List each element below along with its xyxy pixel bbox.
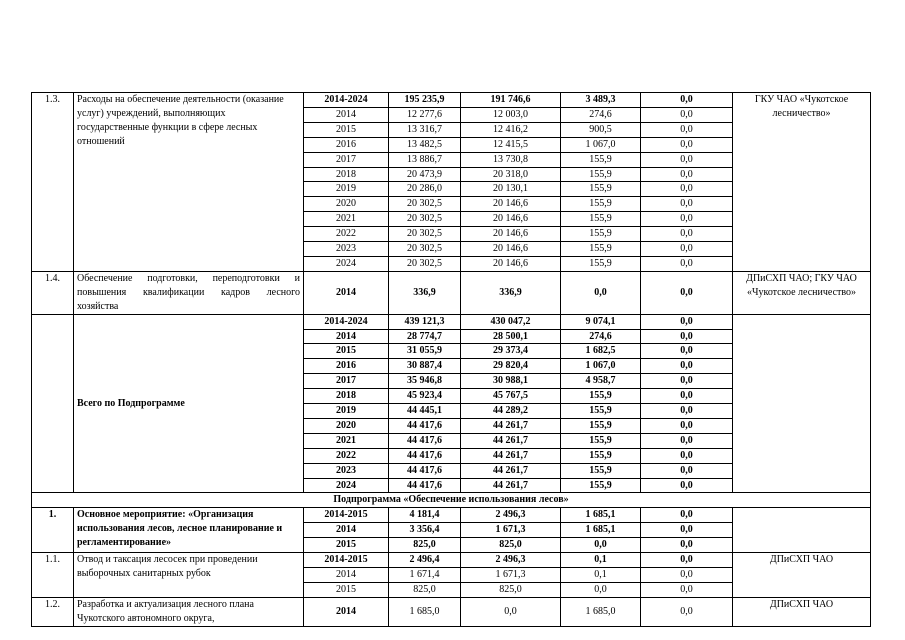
okrug-budget-cell: 28 500,1	[461, 329, 561, 344]
other-sources-cell: 0,0	[641, 212, 733, 227]
total-cell: 13 886,7	[389, 152, 461, 167]
item-name-cell: Разработка и актуализация лесного плана Чукотского автономного округа,	[74, 597, 304, 626]
total-cell: 20 302,5	[389, 227, 461, 242]
other-sources-cell: 0,0	[641, 508, 733, 523]
total-cell: 44 417,6	[389, 463, 461, 478]
okrug-budget-cell: 44 289,2	[461, 404, 561, 419]
other-sources-cell: 0,0	[641, 463, 733, 478]
total-cell: 20 473,9	[389, 167, 461, 182]
total-cell: 195 235,9	[389, 93, 461, 108]
year-cell: 2014	[304, 597, 389, 626]
year-cell: 2014	[304, 271, 389, 314]
other-sources-cell: 0,0	[641, 227, 733, 242]
item-number-cell: 1.3.	[32, 93, 74, 272]
federal-budget-cell: 0,0	[561, 271, 641, 314]
year-cell: 2018	[304, 167, 389, 182]
okrug-budget-cell: 20 146,6	[461, 197, 561, 212]
other-sources-cell: 0,0	[641, 314, 733, 329]
total-cell: 825,0	[389, 538, 461, 553]
other-sources-cell: 0,0	[641, 553, 733, 568]
year-cell: 2014-2024	[304, 93, 389, 108]
total-cell: 44 445,1	[389, 404, 461, 419]
total-cell: 44 417,6	[389, 448, 461, 463]
year-cell: 2019	[304, 404, 389, 419]
table-row	[32, 597, 871, 626]
year-cell: 2017	[304, 374, 389, 389]
other-sources-cell: 0,0	[641, 597, 733, 626]
total-cell: 20 302,5	[389, 212, 461, 227]
table-row	[32, 508, 871, 523]
item-name-cell: Отвод и таксация лесосек при проведении выборочных санитарных рубок	[74, 553, 304, 598]
total-cell: 44 417,6	[389, 418, 461, 433]
federal-budget-cell: 0,0	[561, 582, 641, 597]
year-cell: 2023	[304, 463, 389, 478]
year-cell: 2024	[304, 478, 389, 493]
year-cell: 2024	[304, 256, 389, 271]
other-sources-cell: 0,0	[641, 137, 733, 152]
total-cell: 1 685,0	[389, 597, 461, 626]
federal-budget-cell: 155,9	[561, 256, 641, 271]
other-sources-cell: 0,0	[641, 329, 733, 344]
federal-budget-cell: 1 067,0	[561, 137, 641, 152]
federal-budget-cell: 1 685,1	[561, 523, 641, 538]
federal-budget-cell: 9 074,1	[561, 314, 641, 329]
other-sources-cell: 0,0	[641, 107, 733, 122]
other-sources-cell: 0,0	[641, 93, 733, 108]
federal-budget-cell: 3 489,3	[561, 93, 641, 108]
total-cell: 2 496,4	[389, 553, 461, 568]
total-cell: 20 302,5	[389, 242, 461, 257]
federal-budget-cell: 1 685,1	[561, 508, 641, 523]
other-sources-cell: 0,0	[641, 152, 733, 167]
executor-cell	[733, 508, 871, 553]
federal-budget-cell: 155,9	[561, 404, 641, 419]
federal-budget-cell: 155,9	[561, 152, 641, 167]
total-cell: 20 286,0	[389, 182, 461, 197]
executor-cell: ГКУ ЧАО «Чукотское лесничество»	[733, 93, 871, 272]
other-sources-cell: 0,0	[641, 271, 733, 314]
okrug-budget-cell: 20 146,6	[461, 227, 561, 242]
year-cell: 2014	[304, 329, 389, 344]
federal-budget-cell: 1 682,5	[561, 344, 641, 359]
executor-cell: ДПиСХП ЧАО; ГКУ ЧАО «Чукотское лесничество»	[733, 271, 871, 314]
subprogram-header-row	[32, 493, 871, 508]
total-cell: 31 055,9	[389, 344, 461, 359]
table-row	[32, 553, 871, 568]
table-row	[32, 93, 871, 108]
item-name-cell: Всего по Подпрограмме	[74, 314, 304, 493]
okrug-budget-cell: 1 671,3	[461, 568, 561, 583]
other-sources-cell: 0,0	[641, 344, 733, 359]
other-sources-cell: 0,0	[641, 582, 733, 597]
federal-budget-cell: 155,9	[561, 182, 641, 197]
other-sources-cell: 0,0	[641, 418, 733, 433]
table-row	[32, 271, 871, 314]
total-cell: 35 946,8	[389, 374, 461, 389]
okrug-budget-cell: 825,0	[461, 582, 561, 597]
federal-budget-cell: 155,9	[561, 433, 641, 448]
item-number-cell: 1.	[32, 508, 74, 553]
other-sources-cell: 0,0	[641, 404, 733, 419]
total-cell: 439 121,3	[389, 314, 461, 329]
federal-budget-cell: 900,5	[561, 122, 641, 137]
total-cell: 4 181,4	[389, 508, 461, 523]
year-cell: 2019	[304, 182, 389, 197]
federal-budget-cell: 155,9	[561, 167, 641, 182]
okrug-budget-cell: 20 130,1	[461, 182, 561, 197]
okrug-budget-cell: 12 416,2	[461, 122, 561, 137]
year-cell: 2014-2015	[304, 553, 389, 568]
okrug-budget-cell: 44 261,7	[461, 418, 561, 433]
federal-budget-cell: 0,1	[561, 553, 641, 568]
year-cell: 2015	[304, 582, 389, 597]
other-sources-cell: 0,0	[641, 374, 733, 389]
other-sources-cell: 0,0	[641, 389, 733, 404]
budget-table	[31, 92, 871, 627]
total-cell: 30 887,4	[389, 359, 461, 374]
year-cell: 2014-2015	[304, 508, 389, 523]
federal-budget-cell: 0,1	[561, 568, 641, 583]
table-row	[32, 314, 871, 329]
okrug-budget-cell: 20 318,0	[461, 167, 561, 182]
okrug-budget-cell: 44 261,7	[461, 463, 561, 478]
okrug-budget-cell: 20 146,6	[461, 212, 561, 227]
total-cell: 28 774,7	[389, 329, 461, 344]
okrug-budget-cell: 191 746,6	[461, 93, 561, 108]
total-cell: 336,9	[389, 271, 461, 314]
other-sources-cell: 0,0	[641, 523, 733, 538]
subprogram-title: Подпрограмма «Обеспечение использования лесов»	[32, 493, 871, 508]
other-sources-cell: 0,0	[641, 242, 733, 257]
year-cell: 2016	[304, 137, 389, 152]
executor-cell	[733, 314, 871, 493]
other-sources-cell: 0,0	[641, 433, 733, 448]
executor-cell: ДПиСХП ЧАО	[733, 553, 871, 598]
okrug-budget-cell: 0,0	[461, 597, 561, 626]
other-sources-cell: 0,0	[641, 256, 733, 271]
federal-budget-cell: 1 685,0	[561, 597, 641, 626]
total-cell: 13 482,5	[389, 137, 461, 152]
federal-budget-cell: 155,9	[561, 242, 641, 257]
year-cell: 2015	[304, 344, 389, 359]
other-sources-cell: 0,0	[641, 568, 733, 583]
year-cell: 2022	[304, 448, 389, 463]
okrug-budget-cell: 44 261,7	[461, 448, 561, 463]
other-sources-cell: 0,0	[641, 197, 733, 212]
okrug-budget-cell: 13 730,8	[461, 152, 561, 167]
federal-budget-cell: 155,9	[561, 448, 641, 463]
year-cell: 2014	[304, 568, 389, 583]
other-sources-cell: 0,0	[641, 359, 733, 374]
total-cell: 20 302,5	[389, 256, 461, 271]
total-cell: 45 923,4	[389, 389, 461, 404]
year-cell: 2022	[304, 227, 389, 242]
item-name-cell: Обеспечение подготовки, переподготовки и повышения квалификации кадров лесного хозяйства	[74, 271, 304, 314]
total-cell: 3 356,4	[389, 523, 461, 538]
item-number-cell: 1.1.	[32, 553, 74, 598]
okrug-budget-cell: 2 496,3	[461, 508, 561, 523]
other-sources-cell: 0,0	[641, 478, 733, 493]
federal-budget-cell: 155,9	[561, 389, 641, 404]
okrug-budget-cell: 44 261,7	[461, 478, 561, 493]
item-number-cell	[32, 314, 74, 493]
federal-budget-cell: 155,9	[561, 197, 641, 212]
okrug-budget-cell: 430 047,2	[461, 314, 561, 329]
item-number-cell: 1.2.	[32, 597, 74, 626]
total-cell: 44 417,6	[389, 478, 461, 493]
other-sources-cell: 0,0	[641, 122, 733, 137]
year-cell: 2020	[304, 197, 389, 212]
total-cell: 13 316,7	[389, 122, 461, 137]
year-cell: 2014	[304, 107, 389, 122]
total-cell: 20 302,5	[389, 197, 461, 212]
item-name-cell: Основное мероприятие: «Организация использования лесов, лесное планирование и регламентирование»	[74, 508, 304, 553]
total-cell: 1 671,4	[389, 568, 461, 583]
year-cell: 2020	[304, 418, 389, 433]
okrug-budget-cell: 45 767,5	[461, 389, 561, 404]
federal-budget-cell: 155,9	[561, 227, 641, 242]
federal-budget-cell: 274,6	[561, 329, 641, 344]
okrug-budget-cell: 1 671,3	[461, 523, 561, 538]
year-cell: 2015	[304, 538, 389, 553]
total-cell: 825,0	[389, 582, 461, 597]
okrug-budget-cell: 2 496,3	[461, 553, 561, 568]
federal-budget-cell: 0,0	[561, 538, 641, 553]
year-cell: 2014	[304, 523, 389, 538]
okrug-budget-cell: 12 415,5	[461, 137, 561, 152]
item-name-cell: Расходы на обеспечение деятельности (оказание услуг) учреждений, выполняющих государственные функции в сфере лесных отношений	[74, 93, 304, 272]
total-cell: 12 277,6	[389, 107, 461, 122]
federal-budget-cell: 1 067,0	[561, 359, 641, 374]
okrug-budget-cell: 29 820,4	[461, 359, 561, 374]
item-number-cell: 1.4.	[32, 271, 74, 314]
year-cell: 2023	[304, 242, 389, 257]
year-cell: 2017	[304, 152, 389, 167]
federal-budget-cell: 155,9	[561, 478, 641, 493]
federal-budget-cell: 274,6	[561, 107, 641, 122]
okrug-budget-cell: 44 261,7	[461, 433, 561, 448]
federal-budget-cell: 155,9	[561, 418, 641, 433]
okrug-budget-cell: 825,0	[461, 538, 561, 553]
executor-cell: ДПиСХП ЧАО	[733, 597, 871, 626]
year-cell: 2015	[304, 122, 389, 137]
year-cell: 2014-2024	[304, 314, 389, 329]
total-cell: 44 417,6	[389, 433, 461, 448]
okrug-budget-cell: 12 003,0	[461, 107, 561, 122]
year-cell: 2021	[304, 433, 389, 448]
other-sources-cell: 0,0	[641, 538, 733, 553]
okrug-budget-cell: 20 146,6	[461, 256, 561, 271]
year-cell: 2021	[304, 212, 389, 227]
federal-budget-cell: 155,9	[561, 212, 641, 227]
other-sources-cell: 0,0	[641, 182, 733, 197]
year-cell: 2018	[304, 389, 389, 404]
other-sources-cell: 0,0	[641, 448, 733, 463]
okrug-budget-cell: 20 146,6	[461, 242, 561, 257]
federal-budget-cell: 155,9	[561, 463, 641, 478]
okrug-budget-cell: 336,9	[461, 271, 561, 314]
okrug-budget-cell: 29 373,4	[461, 344, 561, 359]
year-cell: 2016	[304, 359, 389, 374]
okrug-budget-cell: 30 988,1	[461, 374, 561, 389]
federal-budget-cell: 4 958,7	[561, 374, 641, 389]
other-sources-cell: 0,0	[641, 167, 733, 182]
